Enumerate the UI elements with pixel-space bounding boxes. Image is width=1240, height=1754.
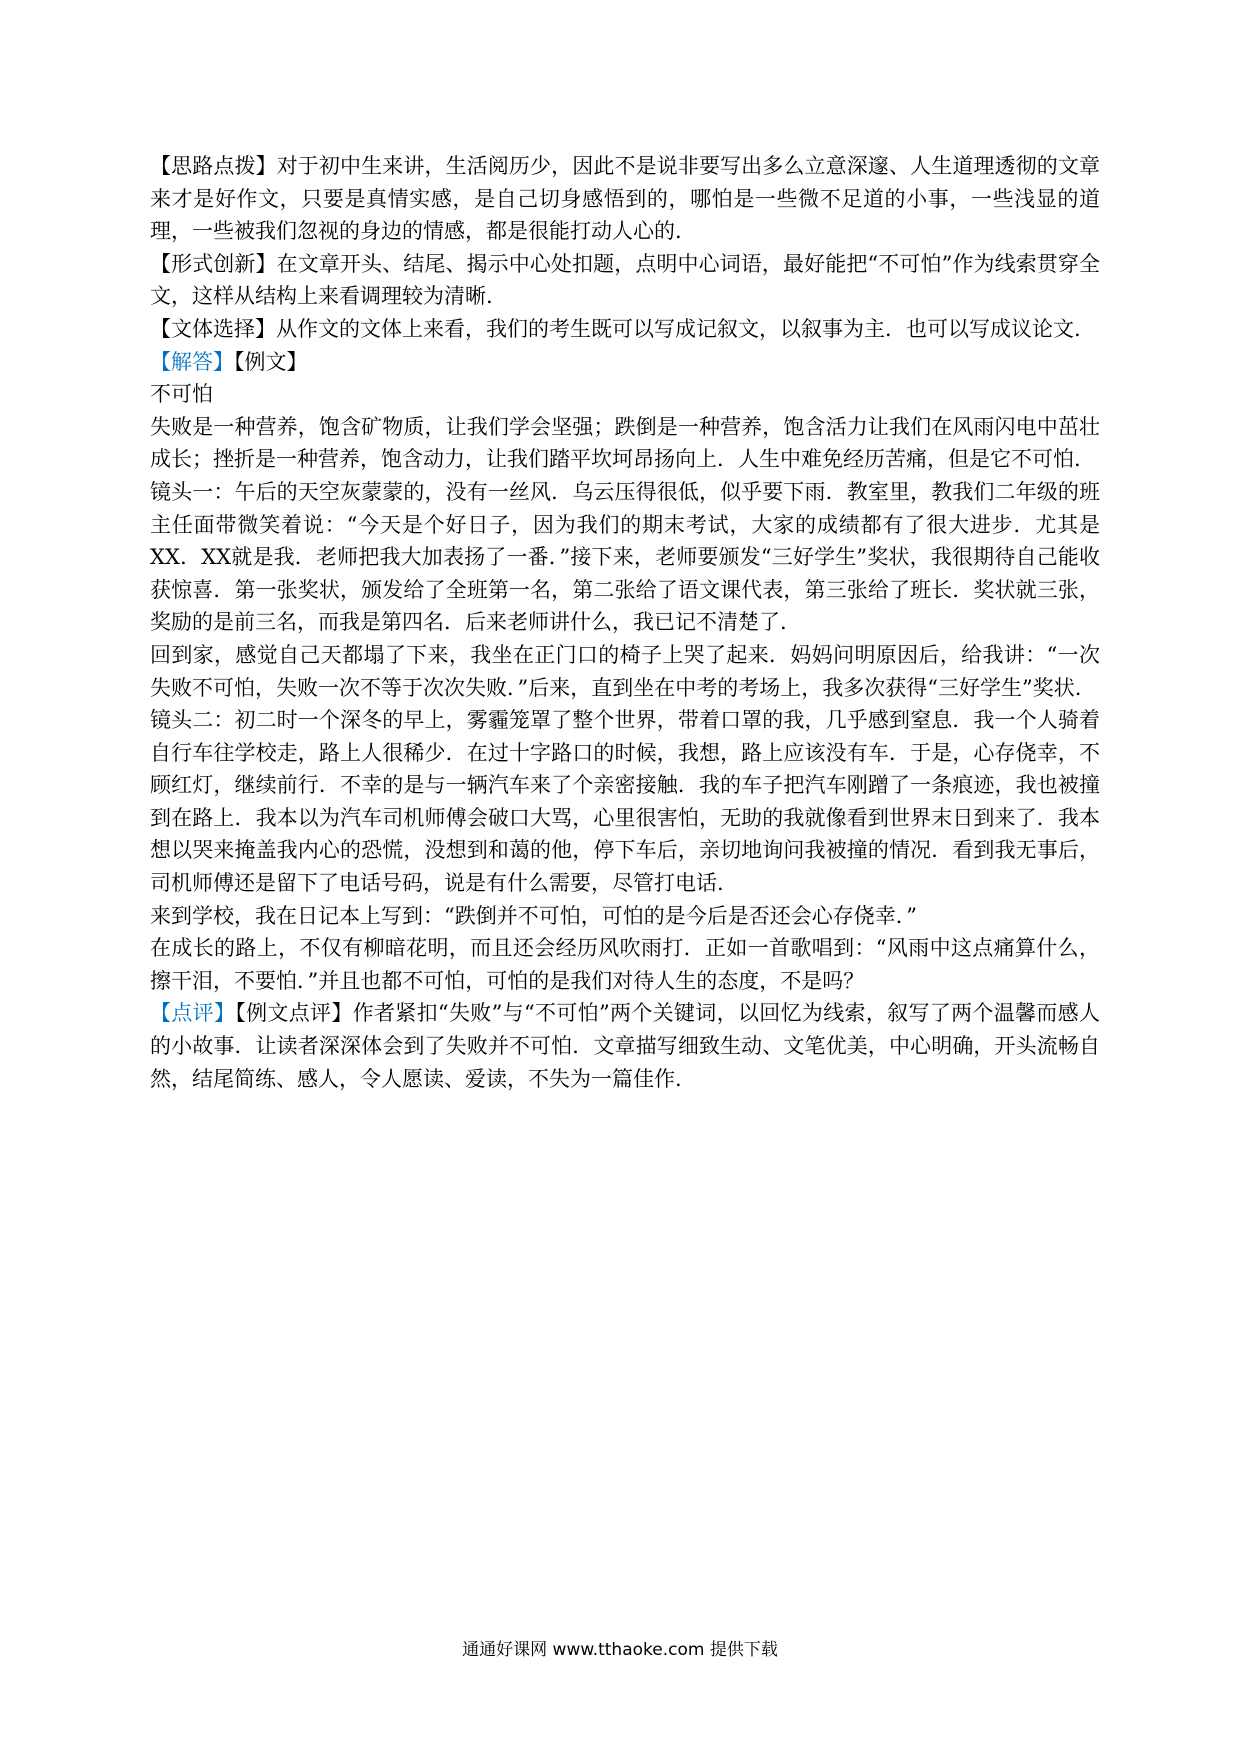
essay-paragraph-scene-two: 镜头二：初二时一个深冬的早上，雾霾笼罩了整个世界，带着口罩的我，几乎感到窒息．我一个人骑着自行车往学校走，路上人很稀少．在过十字路口的时候，我想，路上应该没有车．于是，心存侥幸，不顾红灯，继续前行．不幸的是与一辆汽车来了个亲密接触．我的车子把汽车刚蹭了一条痕迹，我也被撞到在路上．我本以为汽车司机师傅会破口大骂，心里很害怕，无助的我就像看到世界末日到来了．我本想以哭来掩盖我内心的恐慌，没想到和蔼的他，停下车后，亲切地询问我被撞的情况．看到我无事后，司机师傅还是留下了电话号码，说是有什么需要，尽管打电话. <box>150 708 1100 896</box>
paragraph-answer-heading <box>150 346 1100 379</box>
form-innovation-text: 在文章开头、结尾、揭示中心处扣题，点明中心词语，最好能把“不可怕”作为线索贯穿全文，这样从结构上来看调理较为清晰. <box>150 251 1101 309</box>
thinking-tips-text: 对于初中生来讲，生活阅历少，因此不是说非要写出多么立意深邃、人生道理透彻的文章来才是好作文，只要是真情实感，是自己切身感悟到的，哪怕是一些微不足道的小事，一些浅显的道理，一些被我们忽视的身边的情感，都是很能打动人心的. <box>150 154 1101 244</box>
tag-comment: 【点评】 <box>150 1001 236 1026</box>
tag-essay-comment: 【例文点评】 <box>235 1001 353 1026</box>
paragraph-form-innovation <box>150 248 1100 313</box>
comment-text: 作者紧扣“失败”与“不可怕”两个关键词，以回忆为线索，叙写了两个温馨而感人的小故事．让读者深深体会到了失败并不可怕．文章描写细致生动、文笔优美，中心明确，开头流畅自然，结尾简练、感人，令人愿读、爱读，不失为一篇佳作. <box>150 1001 1100 1091</box>
genre-choice-text: 从作文的文体上来看，我们的考生既可以写成记叙文，以叙事为主．也可以写成议论文. <box>276 316 1081 341</box>
essay-paragraph-diary: 来到学校，我在日记本上写到：“跌倒并不可怕，可怕的是今后是否还会心存侥幸．” <box>150 903 917 928</box>
paragraph-comment <box>150 997 1100 1095</box>
essay-paragraph-scene-one: 镜头一：午后的天空灰蒙蒙的，没有一丝风．乌云压得很低，似乎要下雨．教室里，教我们二年级的班主任面带微笑着说：“今天是个好日子，因为我们的期末考试，大家的成绩都有了很大进步．尤其是XX．XX就是我．老师把我大加表扬了一番．”接下来，老师要颁发“三好学生”奖状，我很期待自己能收获惊喜．第一张奖状，颁发给了全班第一名，第二张给了语文课代表，第三张给了班长．奖状就三张，奖励的是前三名，而我是第四名．后来老师讲什么，我已记不清楚了. <box>150 479 1100 635</box>
page-footer: 通通好课网 www.tthaoke.com 提供下载 <box>462 1640 778 1660</box>
paragraph-genre-choice <box>150 313 1100 346</box>
paragraph-thinking-tips <box>150 150 1100 248</box>
tag-genre-choice: 【文体选择】 <box>150 316 276 341</box>
essay-paragraph-home: 回到家，感觉自己天都塌了下来，我坐在正门口的椅子上哭了起来．妈妈问明原因后，给我讲：“一次失败不可怕，失败一次不等于次次失败．”后来，直到坐在中考的考场上，我多次获得“三好学生”奖状. <box>150 642 1100 700</box>
essay-paragraph-conclusion: 在成长的路上，不仅有柳暗花明，而且还会经历风吹雨打．正如一首歌唱到：“风雨中这点痛算什么，擦干泪，不要怕．”并且也都不可怕，可怕的是我们对待人生的态度，不是吗？ <box>150 936 1100 993</box>
tag-answer: 【解答】 <box>150 349 234 374</box>
essay-paragraph-intro: 失败是一种营养，饱含矿物质，让我们学会坚强；跌倒是一种营养，饱含活力让我们在风雨闪电中茁壮成长；挫折是一种营养，饱含动力，让我们踏平坎坷昂扬向上．人生中难免经历苦痛，但是它不可怕. <box>150 414 1100 472</box>
essay-title: 不可怕 <box>150 382 213 407</box>
tag-sample-essay: 【例文】 <box>234 349 308 374</box>
tag-form-innovation: 【形式创新】 <box>150 251 277 276</box>
tag-thinking-tips: 【思路点拨】 <box>150 154 277 178</box>
document-body <box>150 150 1100 1095</box>
